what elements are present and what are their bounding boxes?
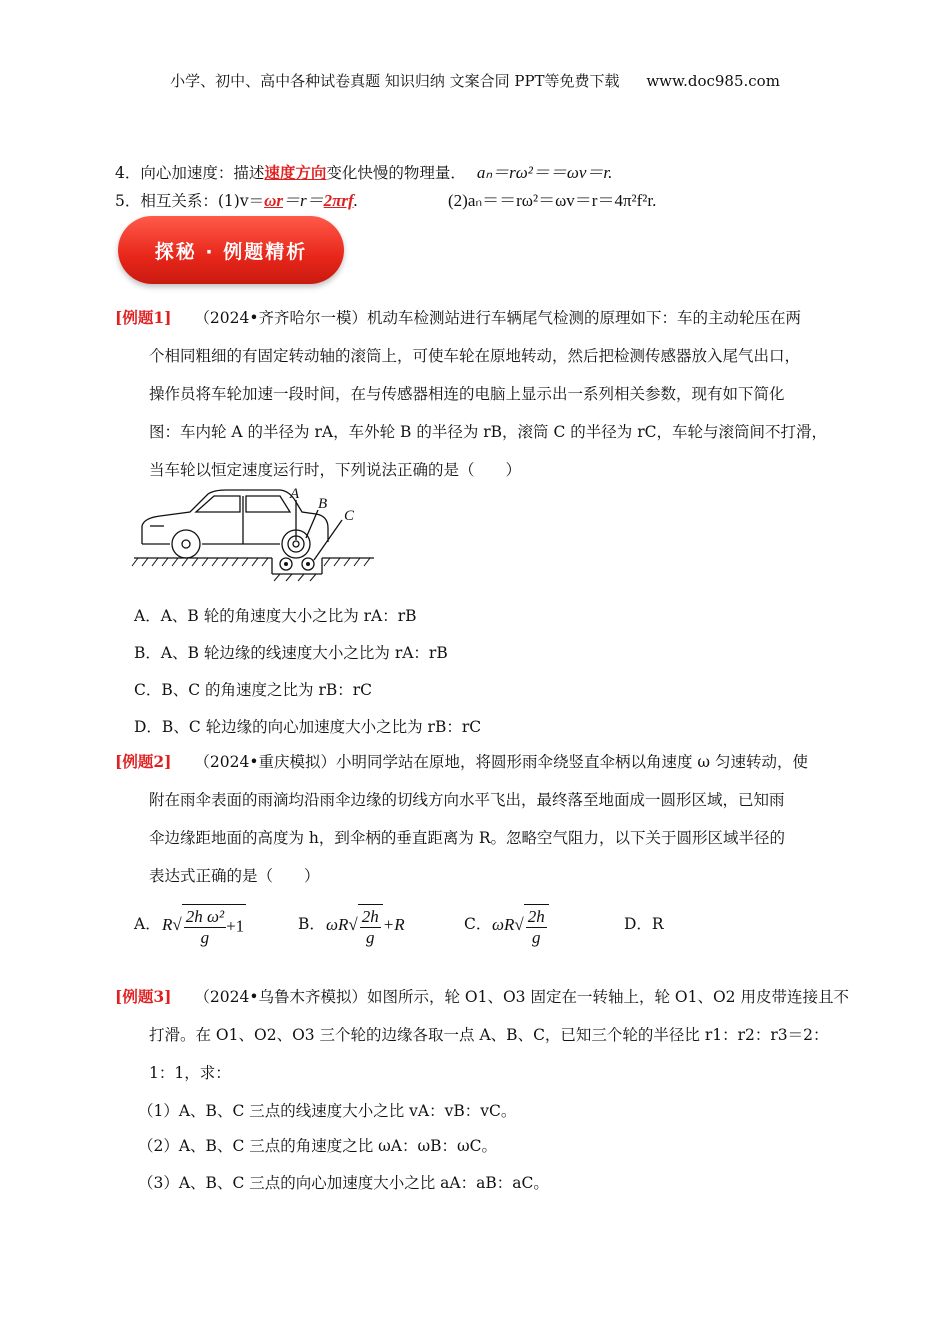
ex2-c-pre: ωR <box>492 914 515 934</box>
ex1-line-4: 当车轮以恒定速度运行时，下列说法正确的是（ ） <box>149 461 522 479</box>
ex2-b-num: 2h <box>361 907 379 926</box>
ex3-question-3: （3）A、B、C 三点的向心加速度大小之比 aA：aB：aC。 <box>138 1174 549 1192</box>
ex2-line-2: 伞边缘距地面的高度为 h，到伞柄的垂直距离为 R。忽略空气阻力，以下关于圆形区域半径的 <box>149 829 786 847</box>
ex2-b-post: +R <box>382 914 405 934</box>
ex2-a-pre: R <box>162 914 173 934</box>
ex2-tag: [例题2] <box>115 752 172 771</box>
ex2-a-num: 2h ω² <box>185 907 225 926</box>
ex2-b-pre: ωR <box>326 914 349 934</box>
section-banner <box>118 216 344 284</box>
item5-end: . <box>353 191 358 210</box>
ex2-option-b: ωR√ $\frac{2h}{g}$ +R <box>326 904 405 948</box>
header-site: www.doc985.com <box>646 72 780 90</box>
item4-highlight: 速度方向 <box>264 163 327 182</box>
label-b: B <box>318 496 328 512</box>
ex2-option-a: R√ $\frac{\text{2h ω²}}{g}$ +1 <box>162 904 246 948</box>
ex2-a-root <box>182 904 246 948</box>
ex2-c-num: 2h <box>527 907 545 926</box>
item-4 <box>115 158 612 183</box>
ex2-c-den: g <box>531 928 541 947</box>
item5-mid: ＝r＝ <box>283 191 324 210</box>
ex2-text-0: （2024•重庆模拟）小明同学站在原地，将圆形雨伞绕竖直伞柄以角速度 ω 匀速转动，使 <box>194 753 808 771</box>
item4-prefix: 4．向心加速度：描述 <box>115 164 265 182</box>
item5-prefix: 5．相互关系：(1)v＝ <box>115 192 265 210</box>
ex3-question-1: （1）A、B、C 三点的线速度大小之比 vA：vB：vC。 <box>138 1102 517 1120</box>
ex3-tag: [例题3] <box>115 987 172 1006</box>
ex1-option-a: A．A、B 轮的角速度大小之比为 rA：rB <box>134 607 417 625</box>
ex2-option-b-label: B． <box>298 915 325 933</box>
ex1-option-c: C．B、C 的角速度之比为 rB：rC <box>134 681 373 699</box>
ex1-option-d: D．B、C 轮边缘的向心加速度大小之比为 rB：rC <box>134 718 482 736</box>
label-c: C <box>344 508 355 524</box>
ex2-a-post: +1 <box>226 916 245 936</box>
ex3-text-0: （2024•乌鲁木齐模拟）如图所示，轮 O1、O3 固定在一转轴上，轮 O1、O2 用皮带连接且不 <box>194 988 849 1006</box>
banner-label: 探秘 · 例题精析 <box>154 240 308 263</box>
ex1-text-0: （2024•齐齐哈尔一模）机动车检测站进行车辆尾气检测的原理如下：车的主动轮压在两 <box>194 309 801 327</box>
ex2-option-c: ωR√ $\frac{2h}{g}$ <box>492 904 549 948</box>
item5-part2: (2)aₙ＝＝rω²＝ωv＝r＝4π²f²r. <box>448 191 657 210</box>
ex1-line-3: 图：车内轮 A 的半径为 rA，车外轮 B 的半径为 rB，滚筒 C 的半径为 rC，车轮与滚筒间不打滑， <box>149 423 827 441</box>
ex2-b-root <box>358 904 383 948</box>
ex2-a-den: g <box>200 928 210 947</box>
ex1-tag: [例题1] <box>115 308 172 327</box>
header-text: 小学、初中、高中各种试卷真题 知识归纳 文案合同 PPT等免费下载 <box>170 72 620 90</box>
ex2-line-3: 表达式正确的是（ ） <box>149 867 320 885</box>
car-figure <box>130 482 380 582</box>
item4-suffix: 变化快慢的物理量． <box>326 164 466 182</box>
ex1-line-1: 个相同粗细的有固定转动轴的滚筒上，可使车轮在原地转动，然后把检测传感器放入尾气出口， <box>149 347 801 365</box>
ex2-line-0 <box>115 750 808 772</box>
ex2-b-den: g <box>365 928 375 947</box>
label-a: A <box>290 486 300 502</box>
ex2-line-1: 附在雨伞表面的雨滴均沿雨伞边缘的切线方向水平飞出，最终落至地面成一圆形区域，已知雨 <box>149 791 785 809</box>
ex3-line-0 <box>115 985 849 1007</box>
item-5 <box>115 186 358 211</box>
item5-h1: ωr <box>264 191 283 210</box>
page-header <box>0 70 950 91</box>
ex2-option-d: D．R <box>624 915 664 933</box>
ex2-c-root <box>524 904 549 948</box>
ex2-option-c-label: C． <box>464 915 492 933</box>
ex3-question-2: （2）A、B、C 三点的角速度之比 ωA：ωB：ωC。 <box>138 1137 498 1155</box>
item5-h2: 2πrf <box>323 191 354 210</box>
ex3-line-2: 1：1，求： <box>149 1064 231 1082</box>
ex1-option-b: B．A、B 轮边缘的线速度大小之比为 rA：rB <box>134 644 448 662</box>
ex1-line-0 <box>115 306 801 328</box>
ex3-line-1: 打滑。在 O1、O2、O3 三个轮的边缘各取一点 A、B、C，已知三个轮的半径比 r1：r2：r3＝2： <box>149 1026 829 1044</box>
item4-formula: aₙ＝rω²＝＝ωv＝r. <box>476 163 613 182</box>
ex1-line-2: 操作员将车轮加速一段时间，在与传感器相连的电脑上显示出一系列相关参数，现有如下简化 <box>149 385 785 403</box>
ex2-option-a-label: A． <box>134 915 161 933</box>
